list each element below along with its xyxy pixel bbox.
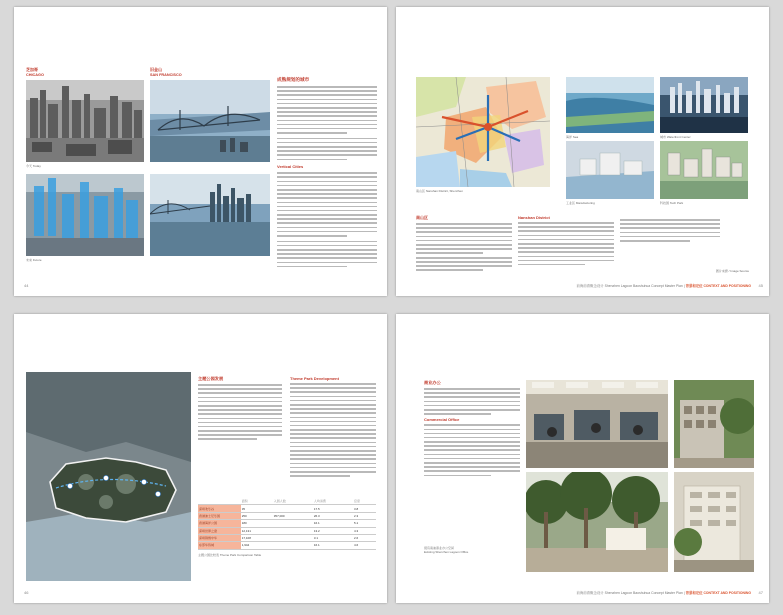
sf-zh: 旧金山 — [150, 67, 162, 72]
office-street-photo — [526, 472, 668, 572]
cell: 12,131 — [241, 527, 273, 534]
chicago-future-caption: 未来 Future — [26, 258, 42, 262]
techpark-photo — [660, 141, 748, 199]
photo-caption-en: Existing Shenzhen Lagoon Office — [424, 550, 469, 554]
manufacturing-photo — [566, 141, 654, 199]
waterfront-caption: 城市 Waterfront Center — [660, 135, 691, 139]
table-row — [198, 512, 376, 519]
table-caption: 主题公园比较表 Theme Park Comparison Table — [198, 552, 262, 557]
heading-zh: 主题公园发展 — [198, 376, 224, 381]
text-col-en-2 — [620, 219, 720, 244]
spread-page-47 — [396, 314, 769, 603]
chicago-label — [26, 67, 44, 77]
page-number: 47 — [758, 590, 763, 595]
text-col-en — [290, 376, 376, 479]
footer-title: 前海前湾概念设计 Shenzhen Lagoon Baoshuhua Concept Master Plan — [576, 284, 683, 288]
image-credit: 图片来源 / Image Source — [715, 269, 749, 273]
sf-future-photo — [150, 174, 270, 256]
col-header: 入园人数 — [273, 498, 313, 505]
text-column — [277, 77, 377, 270]
page-number: 45 — [758, 283, 763, 288]
theme-park-aerial — [26, 372, 191, 581]
table-row — [198, 527, 376, 534]
footer: 前海前湾概念设计 Shenzhen Lagoon Baoshuhua Concept Master Plan | 背景和定位 CONTEXT AND POSITIONING — [576, 284, 751, 288]
office-interior-photo — [526, 380, 668, 468]
cell: 3.8 — [353, 505, 376, 512]
cell: 17.5 — [313, 505, 353, 512]
photo-caption-zh: 现有南油商业办公空间 — [424, 546, 455, 550]
cell — [273, 505, 313, 512]
heading-zh: 商业办公 — [424, 380, 441, 385]
sea-caption: 海洋 Sea — [566, 135, 579, 139]
cell: 35 — [241, 505, 273, 512]
page-number: 46 — [24, 590, 29, 595]
col-header: 人均消费 — [313, 498, 353, 505]
heading-en: Theme Park Development — [290, 376, 339, 381]
cell: 357,000 — [273, 512, 313, 519]
cell — [273, 520, 313, 527]
sea-photo — [566, 77, 654, 133]
cell: 5.1 — [353, 520, 376, 527]
page-number: 44 — [24, 283, 29, 288]
sf-en: SAN FRANCISCO — [150, 73, 182, 77]
office-building-photo — [674, 472, 754, 572]
row-label: 深圳锦绣中华 — [198, 534, 241, 541]
theme-park-table — [198, 498, 376, 557]
manufacturing-caption: 工业区 Manufacturing — [566, 201, 595, 205]
cell — [273, 534, 313, 541]
footer-section: 背景和定位 CONTEXT AND POSITIONING — [685, 284, 751, 288]
body-zh — [277, 86, 377, 160]
heading-zh: 成熟规划的城市 — [277, 77, 310, 82]
row-label: 香港海洋公园 — [198, 520, 241, 527]
footer: 前海前湾概念设计 Shenzhen Lagoon Baoshuhua Concept Master Plan | 背景和定位 CONTEXT AND POSITIONING — [576, 591, 751, 595]
col-header — [198, 498, 241, 505]
map-caption: 南山区 Nanshan District, Shenzhen — [416, 189, 464, 193]
spread-page-46 — [14, 314, 387, 603]
sf-label — [150, 67, 182, 77]
cell: 3.1 — [313, 534, 353, 541]
cell: 4.3 — [353, 527, 376, 534]
text-col — [424, 380, 520, 479]
sf-today-photo — [150, 80, 270, 162]
cell: 4.6 — [353, 542, 376, 549]
footer-section: 背景和定位 CONTEXT AND POSITIONING — [685, 591, 751, 595]
photo-caption — [424, 546, 468, 554]
cell: 16.1 — [313, 542, 353, 549]
heading-en: Commercial Office — [424, 417, 460, 423]
heading-en: Vertical Cities — [277, 164, 304, 170]
text-col-zh — [198, 376, 282, 443]
cell: 26.3 — [313, 512, 353, 519]
table-row — [198, 505, 376, 512]
chicago-en: CHICAGO — [26, 73, 44, 77]
table-row — [198, 520, 376, 527]
cell: 13.2 — [313, 527, 353, 534]
cell: 180 — [241, 520, 273, 527]
footer-title: 前海前湾概念设计 Shenzhen Lagoon Baoshuhua Concept Master Plan — [576, 591, 683, 595]
cell — [273, 542, 313, 549]
row-label: 深圳世界之窗 — [198, 527, 241, 534]
text-col-en-1 — [518, 215, 614, 268]
spread-page-44 — [14, 7, 387, 296]
cell: 2.3 — [353, 512, 376, 519]
row-label: 东部华侨城 — [198, 542, 241, 549]
cell: 2.6 — [353, 534, 376, 541]
col-header: 密度 — [353, 498, 376, 505]
waterfront-photo — [660, 77, 748, 133]
chicago-zh: 芝加哥 — [26, 67, 38, 72]
heading-en: Nanshan District — [518, 215, 550, 220]
techpark-caption: 科技园 Tech Park — [660, 201, 684, 205]
cell — [273, 527, 313, 534]
table-row — [198, 534, 376, 541]
chicago-today-caption: 今天 Today — [26, 164, 41, 168]
cell: 1,944 — [241, 542, 273, 549]
chicago-today-photo — [26, 80, 144, 162]
cell: 17,108 — [241, 534, 273, 541]
text-col-zh — [416, 215, 512, 274]
chicago-future-photo — [26, 174, 144, 256]
row-label: 深圳欢乐谷 — [198, 505, 241, 512]
col-header: 面积 — [241, 498, 273, 505]
cell: 250 — [241, 512, 273, 519]
heading-zh: 南山区 — [416, 215, 428, 220]
nanshan-map — [416, 77, 550, 187]
spread-page-45 — [396, 7, 769, 296]
table-header-row — [198, 498, 376, 505]
row-label: 香港迪士尼乐园 — [198, 512, 241, 519]
body-en — [277, 172, 377, 267]
table-row — [198, 542, 376, 549]
office-garden-photo — [674, 380, 754, 468]
cell: 16.1 — [313, 520, 353, 527]
